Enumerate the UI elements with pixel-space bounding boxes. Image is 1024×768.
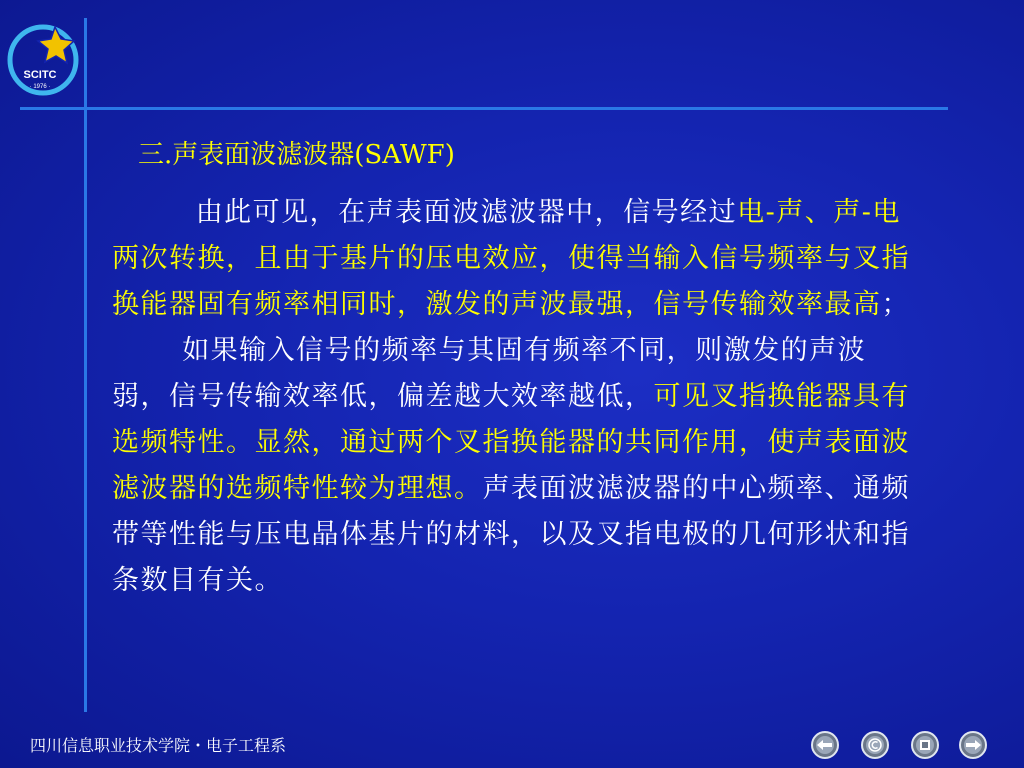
- logo-text: SCITC: [23, 69, 57, 81]
- copyright-icon: [860, 730, 890, 760]
- arrow-right-icon: [958, 730, 988, 760]
- slide-title: 三.声表面波滤波器(SAWF): [138, 140, 455, 170]
- paragraph-2-text-b: 声表面波滤波器的中心频率、通频带等性能与压电晶体基片的材料，以及叉指电极的几何形状和指条数目有关。: [112, 473, 910, 596]
- vertical-divider-line: [84, 18, 87, 712]
- paragraph-1-text-a: 由此可见，在声表面波滤波器中，信号经过: [195, 197, 738, 228]
- home-slide-button[interactable]: [860, 730, 890, 760]
- paragraph-2: [112, 328, 914, 604]
- school-logo: [5, 22, 81, 98]
- footer-institution: 四川信息职业技术学院・电子工程系: [30, 736, 287, 755]
- arrow-left-icon: [810, 730, 840, 760]
- stop-icon: [910, 730, 940, 760]
- next-slide-button[interactable]: [958, 730, 988, 760]
- logo-year: · 1976 ·: [29, 84, 51, 90]
- paragraph-1: [112, 190, 914, 328]
- prev-slide-button[interactable]: [810, 730, 840, 760]
- slide-body: [112, 190, 914, 604]
- stop-slide-button[interactable]: [910, 730, 940, 760]
- paragraph-1-text-b: ；: [881, 289, 910, 320]
- paragraph-1-highlight: 电-声、声-电两次转换，且由于基片的压电效应，使得当输入信号频率与叉指换能器固有频率相同时，激发的声波最强，信号传输效率最高: [112, 197, 910, 320]
- paragraph-2-highlight: 可见叉指换能器具有选频特性。显然，通过两个叉指换能器的共同作用，使声表面波滤波器的选频特性较为理想。: [112, 381, 910, 504]
- paragraph-2-text-a: 如果输入信号的频率与其固有频率不同，则激发的声波弱，信号传输效率低，偏差越大效率越低，: [112, 335, 867, 412]
- horizontal-divider-line: [20, 107, 948, 110]
